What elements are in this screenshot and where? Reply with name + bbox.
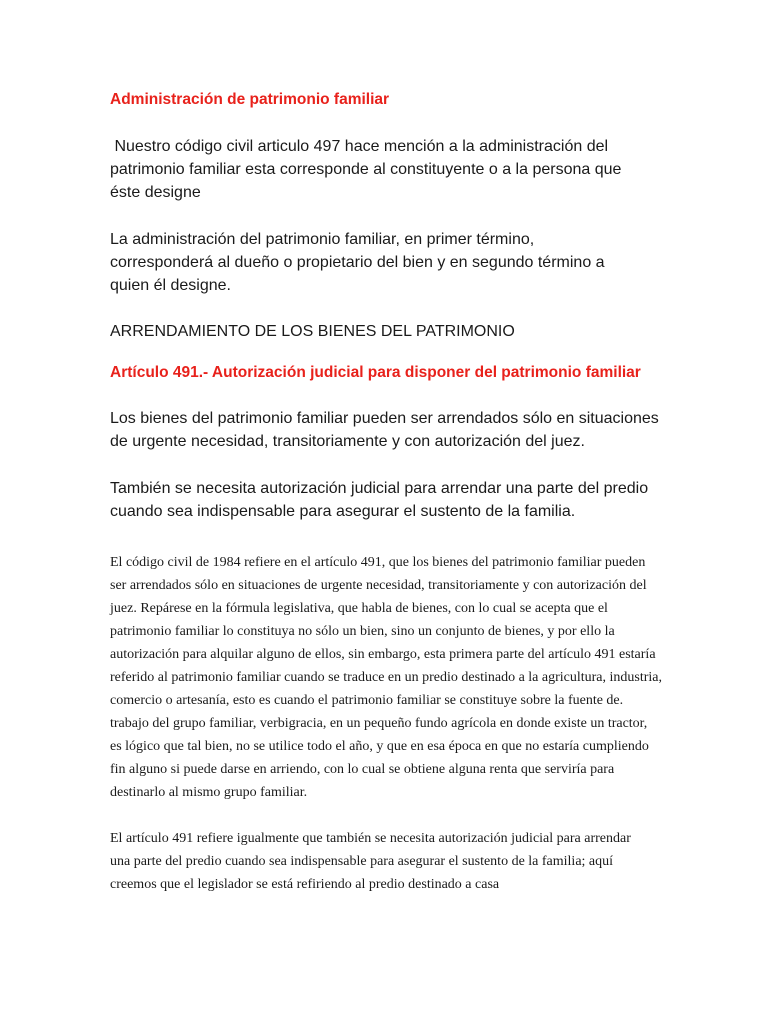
section-title-arrendamiento: ARRENDAMIENTO DE LOS BIENES DEL PATRIMONIO [110, 323, 515, 340]
heading-articulo-491: Artículo 491.- Autorización judicial para disponer del patrimonio familiar [110, 364, 641, 381]
document-page [110, 86, 670, 896]
paragraph-codigo-1984: El código civil de 1984 refiere en el artículo 491, que los bienes del patrimonio familiar pueden ser arrendados sólo en situaciones de urgente necesidad, transitoriamente y con autorización del juez. Repárese en la fórmula legislativa, que habla de bienes, con lo cual se acepta que el patrimonio familiar lo constituya no sólo un bien, sino un conjunto de bienes, y por ello la autorización para alquilar alguno de ellos, sin embargo, esta primera parte del artículo 491 estaría referido al patrimonio familiar cuando se traduce en un predio destinado a la agricultura, industria, comercio o artesanía, esto es cuando el patrimonio familiar se constituye sobre la fuente de. trabajo del grupo familiar, verbigracia, en un pequeño fundo agrícola en donde existe un tractor, es lógico que tal bien, no se utilice todo el año, y que en esa época en que no estaría cumpliendo fin alguno si puede darse en arriendo, con lo cual se obtiene alguna renta que serviría para destinarlo al mismo grupo familiar. [110, 555, 663, 800]
paragraph-codigo-civil: Nuestro código civil articulo 497 hace mención a la administración del patrimonio familiar esta corresponde al constituyente o a la persona que éste designe [110, 138, 626, 201]
paragraph-administracion: La administración del patrimonio familiar, en primer término, corresponderá al dueño o propietario del bien y en segundo término a quien él designe. [110, 231, 605, 294]
paragraph-bienes: Los bienes del patrimonio familiar pueden ser arrendados sólo en situaciones de urgente necesidad, transitoriamente y con autorización del juez. [110, 410, 659, 450]
heading-administracion: Administración de patrimonio familiar [110, 91, 390, 108]
paragraph-tambien: También se necesita autorización judicial para arrendar una parte del predio cuando sea indispensable para asegurar el sustento de la familia. [110, 480, 649, 520]
paragraph-articulo-491-igualmente: El artículo 491 refiere igualmente que también se necesita autorización judicial para arrendar una parte del predio cuando sea indispensable para asegurar el sustento de la familia; aquí creemos que el legislador se está refiriendo al predio destinado a casa [110, 831, 631, 892]
